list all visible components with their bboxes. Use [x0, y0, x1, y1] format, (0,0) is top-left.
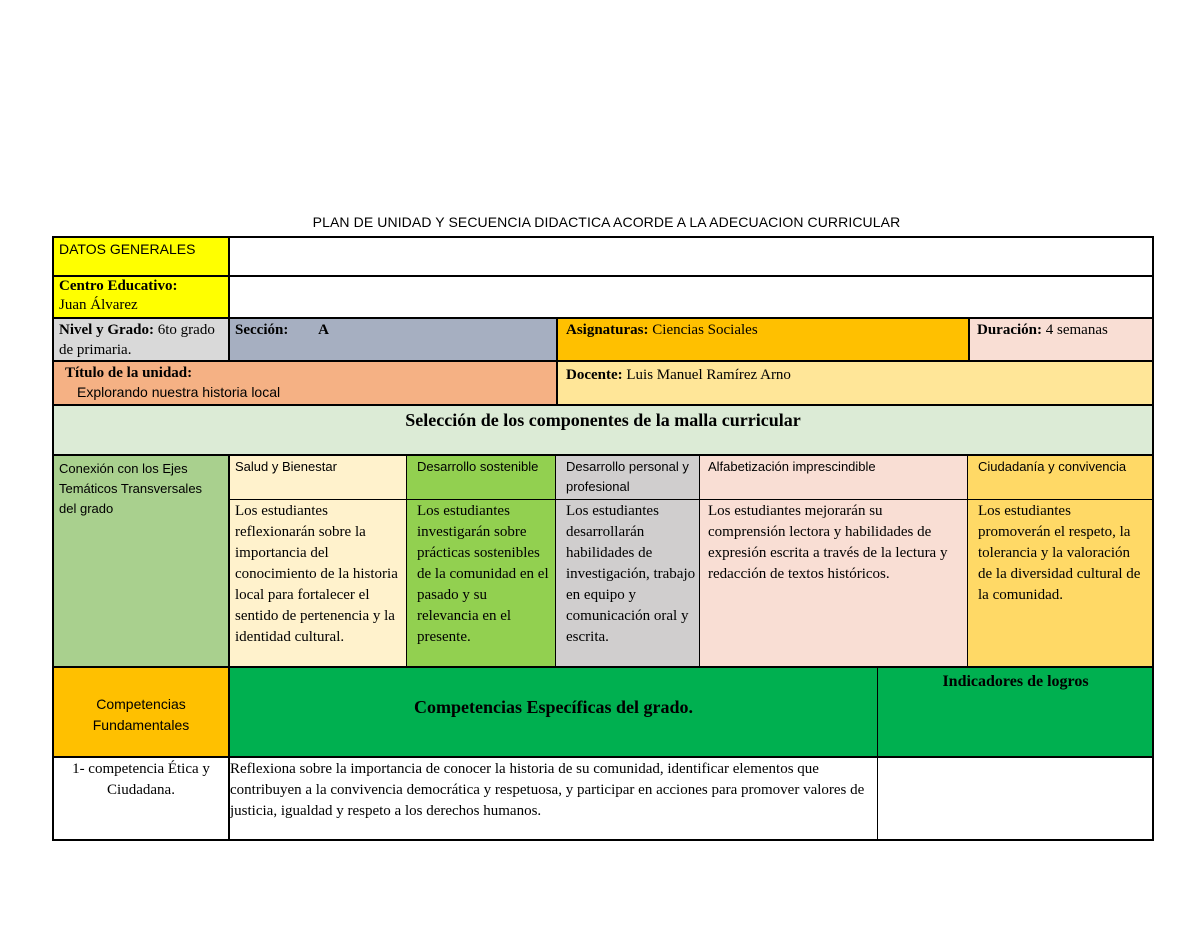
- datos-generales-label: DATOS GENERALES: [53, 237, 229, 276]
- nivel-grado-label: Nivel y Grado:: [59, 322, 154, 338]
- centro-educativo-label: Centro Educativo:: [59, 278, 178, 294]
- duracion: [969, 318, 1153, 361]
- grid-line: [52, 360, 1154, 362]
- docente-value: Luis Manuel Ramírez Arno: [626, 367, 791, 383]
- grid-line: [968, 317, 970, 361]
- competencias-especificas-heading: Competencias Específicas del grado.: [229, 667, 878, 757]
- nivel-grado-value: 6to grado de primaria.: [59, 322, 215, 358]
- seccion-value: A: [318, 322, 329, 338]
- grid-line: [52, 404, 1154, 406]
- centro-educativo-blank: [229, 276, 1153, 318]
- grid-line: [556, 317, 558, 405]
- eje-text-desarrollo-sostenible: Los estudiantes investigarán sobre prácticas sostenibles de la comunidad en el pasado y su relevancia en el presente.: [407, 500, 556, 667]
- eje-header-salud: Salud y Bienestar: [229, 455, 407, 500]
- competencia-1-indicador: [878, 757, 1153, 840]
- seccion: [229, 318, 557, 361]
- grid-line: [52, 839, 1154, 841]
- duracion-value: 4 semanas: [1045, 322, 1108, 338]
- grid-line: [699, 454, 700, 667]
- grid-line: [52, 236, 1154, 238]
- eje-header-alfabetizacion: Alfabetización imprescindible: [700, 455, 968, 500]
- seccion-label: Sección:: [235, 322, 289, 338]
- grid-line: [228, 499, 1154, 500]
- eje-text-salud: Los estudiantes reflexionarán sobre la importancia del conocimiento de la historia local para fortalecer el sentido de pertenencia y la identidad cultural.: [229, 500, 407, 667]
- grid-line: [555, 454, 556, 667]
- eje-header-desarrollo-personal: Desarrollo personal y profesional: [556, 455, 700, 500]
- grid-line: [52, 275, 1154, 277]
- titulo-unidad-value: Explorando nuestra historia local: [77, 384, 281, 400]
- grid-line: [52, 236, 54, 841]
- indicadores-heading: Indicadores de logros: [878, 667, 1153, 757]
- grid-line: [967, 454, 968, 667]
- centro-educativo-value: Juan Álvarez: [59, 297, 138, 313]
- competencia-1-description: Reflexiona sobre la importancia de conocer la historia de su comunidad, identificar elementos que contribuyen a la convivencia democrática y respetuosa, y participar en acciones para promover valores de justicia, igualdad y respeto a los derechos humanos.: [230, 761, 865, 819]
- nivel-grado: [53, 318, 229, 361]
- grid-line: [52, 454, 1154, 456]
- duracion-label: Duración:: [977, 322, 1042, 338]
- asignaturas-label: Asignaturas:: [566, 322, 649, 338]
- asignaturas-value: Ciencias Sociales: [652, 322, 758, 338]
- titulo-unidad: [53, 361, 557, 405]
- eje-text-desarrollo-personal: Los estudiantes desarrollarán habilidades de investigación, trabajo en equipo y comunicación oral y escrita.: [556, 500, 700, 667]
- titulo-unidad-label: Título de la unidad:: [65, 365, 193, 381]
- eje-header-ciudadania: Ciudadanía y convivencia: [968, 455, 1153, 500]
- grid-line: [228, 454, 230, 841]
- eje-text-ciudadania: Los estudiantes promoverán el respeto, la tolerancia y la valoración de la diversidad cultural de la comunidad.: [968, 500, 1153, 667]
- eje-header-desarrollo-sostenible: Desarrollo sostenible: [407, 455, 556, 500]
- eje-text-alfabetizacion: Los estudiantes mejorarán su comprensión lectora y habilidades de expresión escrita a través de la lectura y redacción de textos históricos.: [700, 500, 968, 667]
- grid-line: [52, 756, 1154, 758]
- seleccion-heading: Selección de los componentes de la malla curricular: [53, 405, 1153, 455]
- datos-generales-value: [229, 237, 1153, 276]
- grid-line: [406, 454, 407, 667]
- competencias-fundamentales-label: Competencias Fundamentales: [53, 667, 229, 757]
- grid-line: [52, 317, 1154, 319]
- centro-educativo: [53, 276, 229, 318]
- competencia-1-name: 1- competencia Ética y Ciudadana.: [72, 761, 210, 798]
- docente-label: Docente:: [566, 367, 623, 383]
- grid-line: [877, 666, 878, 841]
- document-title: PLAN DE UNIDAD Y SECUENCIA DIDACTICA ACORDE A LA ADECUACION CURRICULAR: [312, 214, 901, 230]
- docente: [557, 361, 1153, 405]
- asignaturas: [557, 318, 969, 361]
- grid-line: [228, 236, 230, 361]
- grid-line: [1152, 236, 1154, 841]
- grid-line: [52, 666, 1154, 668]
- ejes-label: Conexión con los Ejes Temáticos Transversales del grado: [53, 455, 229, 667]
